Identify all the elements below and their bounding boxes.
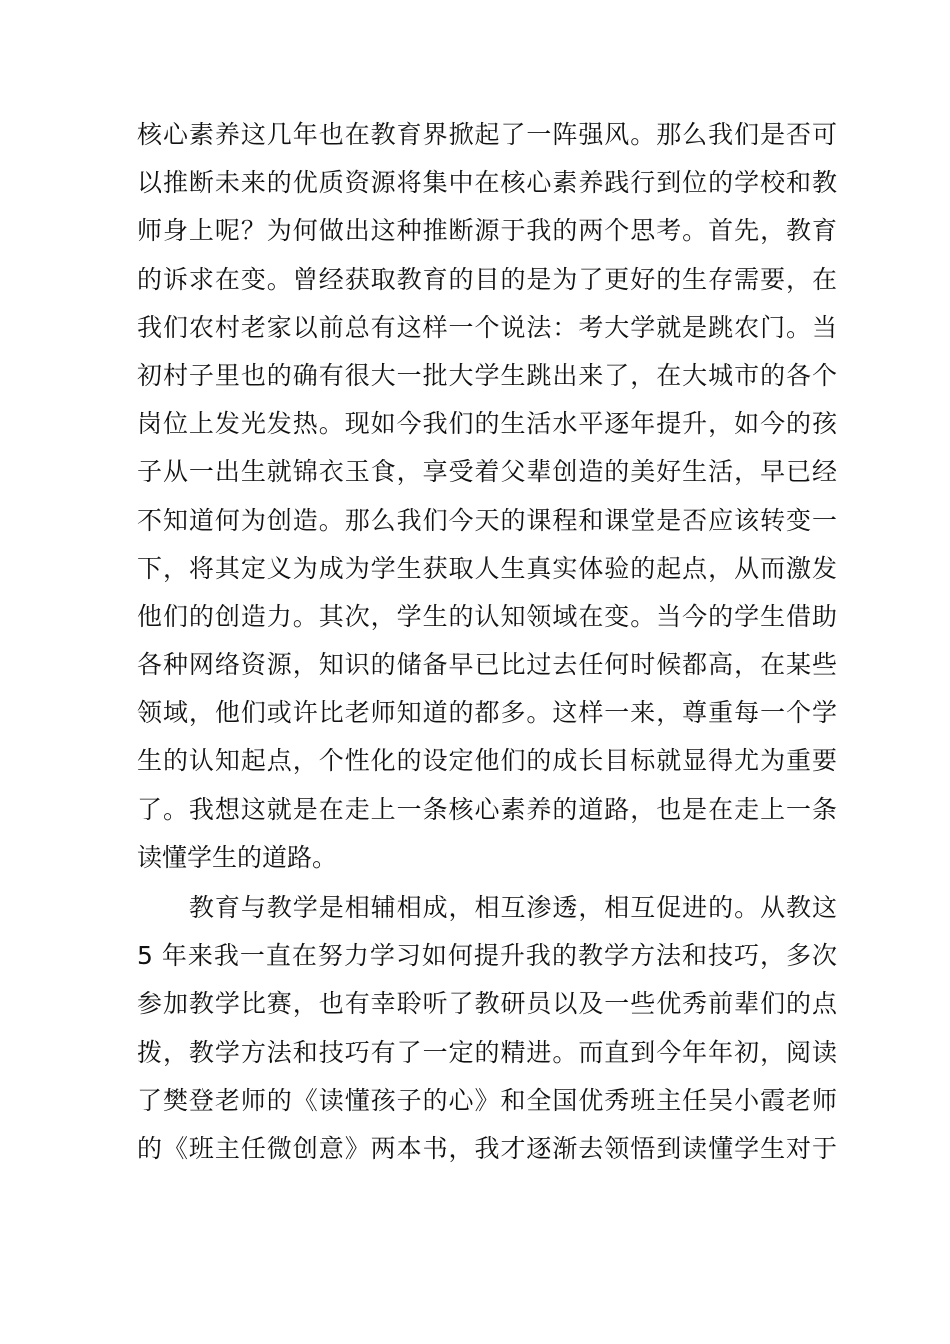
text-line: 拨，教学方法和技巧有了一定的精进。而直到今年年初，阅读	[137, 1037, 837, 1067]
text-line: 参加教学比赛，也有幸聆听了教研员以及一些优秀前辈们的点	[137, 989, 837, 1019]
text-line: 生的认知起点，个性化的设定他们的成长目标就显得尤为重要	[137, 746, 837, 776]
paragraph-1	[137, 111, 837, 882]
text-line: 了樊登老师的《读懂孩子的心》和全国优秀班主任吴小霞老师	[137, 1085, 837, 1115]
text-line: 不知道何为创造。那么我们今天的课程和课堂是否应该转变一	[137, 505, 837, 535]
text-line: 的诉求在变。曾经获取教育的目的是为了更好的生存需要，在	[137, 264, 837, 294]
text-line: 我们农村老家以前总有这样一个说法：考大学就是跳农门。当	[137, 312, 837, 342]
text-line: 岗位上发光发热。现如今我们的生活水平逐年提升，如今的孩	[137, 409, 837, 439]
text-line: 初村子里也的确有很大一批大学生跳出来了，在大城市的各个	[137, 360, 837, 390]
text-line: 的《班主任微创意》两本书，我才逐渐去领悟到读懂学生对于	[137, 1133, 837, 1163]
paragraph-2	[137, 884, 837, 1173]
text-line: 教育与教学是相辅相成，相互渗透，相互促进的。从教这	[137, 893, 837, 922]
text-line: 子从一出生就锦衣玉食，享受着父辈创造的美好生活，早已经	[137, 457, 837, 487]
text-line: 核心素养这几年也在教育界掀起了一阵强风。那么我们是否可	[137, 120, 837, 149]
body-text	[137, 111, 837, 1173]
text-line: 以推断未来的优质资源将集中在核心素养践行到位的学校和教	[137, 168, 837, 198]
text-line: 5 年来我一直在努力学习如何提升我的教学方法和技巧，多次	[137, 941, 837, 971]
text-line: 领域，他们或许比老师知道的都多。这样一来，尊重每一个学	[137, 698, 837, 728]
text-line: 读懂学生的道路。	[137, 842, 338, 872]
text-line: 下，将其定义为成为学生获取人生真实体验的起点，从而激发	[137, 553, 837, 583]
text-line: 他们的创造力。其次，学生的认知领域在变。当今的学生借助	[137, 601, 837, 631]
text-line: 各种网络资源，知识的储备早已比过去任何时候都高，在某些	[137, 650, 837, 680]
text-line: 师身上呢？为何做出这种推断源于我的两个思考。首先，教育	[137, 216, 837, 246]
text-line: 了。我想这就是在走上一条核心素养的道路，也是在走上一条	[137, 794, 837, 824]
